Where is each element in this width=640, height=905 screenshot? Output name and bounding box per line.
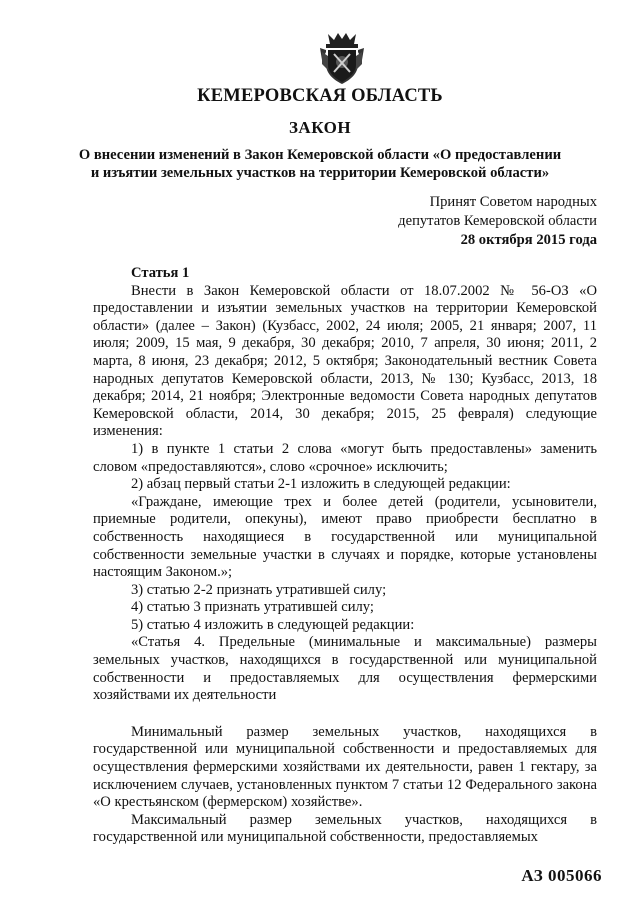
paragraph: 3) статью 2-2 признать утратившей силу;: [131, 581, 387, 598]
law-title-line-2: и изъятии земельных участков на территории Кемеровской области»: [90, 165, 550, 181]
paragraph: 5) статью 4 изложить в следующей редакции:: [131, 616, 415, 633]
paragraph: 4) статью 3 признать утратившей силу;: [131, 599, 374, 616]
coat-of-arms-emblem: [318, 30, 366, 86]
paragraph: 1) в пункте 1 статьи 2 слова «могут быть предоставлены» заменить словом «предоставляются», слово «срочное» исключить;: [93, 440, 597, 475]
law-title: [0, 146, 640, 182]
paragraph: «Граждане, имеющие трех и более детей (родители, усыновители, приемные родители, опекуны), имеют право приобрести бесплатно в собственность находящиеся в государственной или муниципальной собственности земельные участки в случаях и порядке, которые установлены настоящим Законом.»;: [93, 493, 597, 581]
paragraph: «Статья 4. Предельные (минимальные и максимальные) размеры земельных участков, находящихся в государственной или муниципальной собственности и предоставляемых для осуществления фермерскими хозяйствами их деятельности: [93, 634, 597, 704]
adoption-line-1: Принят Советом народных: [429, 194, 597, 210]
adoption-block: [398, 193, 597, 250]
article-1-body: [93, 265, 597, 847]
article-heading: Статья 1: [131, 265, 190, 281]
paragraph: Минимальный размер земельных участков, находящихся в государственной или муниципальной собственности и предоставляемых для осуществления фермерскими хозяйствами их деятельности, равен 1 гектару, за исключением случаев, установленных пунктом 7 статьи 12 Федерального закона «О крестьянском (фермерском) хозяйстве».: [93, 723, 597, 811]
paragraph: Максимальный размер земельных участков, находящихся в государственной или муниципальной собственности, предоставляемых: [93, 811, 597, 846]
paragraph: Внести в Закон Кемеровской области от 18.07.2002 № 56-ОЗ «О предоставлении и изъятии земельных участков на территории Кемеровской области» (далее – Закон) (Кузбасс, 2002, 24 июля; 2005, 21 января; 2007, 11 июля; 2009, 15 мая, 9 декабря, 30 декабря; 2010, 7 апреля, 30 июня; 2011, 2 марта, 8 июня, 23 декабря; 2012, 5 октября; Законодательный вестник Совета народных депутатов Кемеровской области, 2013, № 130; Кузбасс, 2013, 18 декабря; 2014, 21 ноября; Электронные ведомости Совета народных депутатов Кемеровской области, 2014, 30 декабря; 2015, 25 февраля) следующие изменения:: [93, 282, 597, 440]
document-type: ЗАКОН: [288, 118, 352, 137]
adoption-date: 28 октября 2015 года: [460, 232, 597, 248]
law-title-line-1: О внесении изменений в Закон Кемеровской области «О предоставлении: [78, 147, 562, 163]
region-name: КЕМЕРОВСКАЯ ОБЛАСТЬ: [197, 86, 443, 106]
adoption-line-2: депутатов Кемеровской области: [398, 213, 597, 229]
paragraph: 2) абзац первый статьи 2-1 изложить в следующей редакции:: [131, 476, 511, 493]
serial-number: АЗ 005066: [521, 866, 602, 885]
